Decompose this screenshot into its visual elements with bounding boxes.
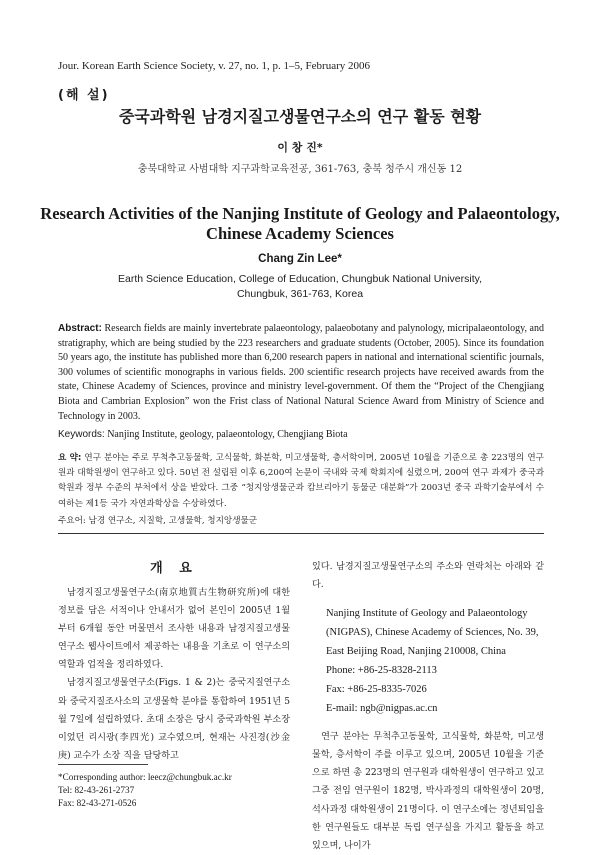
footnote-fax: Fax: 82-43-271-0526 bbox=[58, 797, 137, 808]
fax-line: Fax: +86-25-8335-7026 bbox=[326, 684, 427, 696]
korean-abstract-label: 요 약: bbox=[58, 453, 82, 463]
address-line: (NIGPAS), Chinese Academy of Sciences, No. 39, bbox=[326, 627, 539, 639]
footnote-tel: Tel: 82-43-261-2737 bbox=[58, 784, 135, 795]
korean-title: 중국과학원 남경지질고생물연구소의 연구 활동 현황 bbox=[118, 107, 482, 126]
korean-keywords-label: 주요어: bbox=[58, 516, 86, 526]
paragraph: 남경지질고생물연구소(Figs. 1 & 2)는 중국지질연구소와 중국지질조사소의 고생물학 분야를 통합하여 1951년 5월 7일에 설립하였다. 초대 소장은 당시 중국과학원 부소장이었던 리시광(李四光) 교수였으며, 현재는 사진경(沙金庚) 교수가 소장 직을 담당하고 bbox=[58, 678, 290, 761]
footnote bbox=[58, 771, 290, 809]
korean-abstract-text: 연구 분야는 주로 무척추고동물학, 고식물학, 화분학, 미고생물학, 층서학이며, 2005년 10월을 기준으로 총 223명의 연구원과 대학원생이 연구하고 있다. 50년 전 설립된 이후 6,200여 논문이 국내와 국제 학회지에 실렸으며, 200여 연구 과제가 중국과학원과 정부 수준의 부처에서 상을 받았다. 그중 “청지앙생물군과 캄브리아기 동물군 대분화”가 2003년 중국 과학기술부에서 수여하는 제1등 국가 자연과학상을 수상하였다. bbox=[58, 453, 544, 509]
keywords bbox=[58, 429, 544, 440]
address-line: Nanjing Institute of Geology and Palaeontology bbox=[326, 608, 528, 620]
keywords-text: Nanjing Institute, geology, palaeontology, Chengjiang Biota bbox=[104, 429, 348, 440]
email-line: E-mail: ngb@nigpas.ac.cn bbox=[326, 703, 438, 715]
corresponding-author: *Corresponding author: leecz@chungbuk.ac.kr bbox=[58, 772, 232, 782]
korean-keywords bbox=[58, 514, 544, 526]
phone-line: Phone: +86-25-8328-2113 bbox=[326, 665, 437, 677]
left-column bbox=[58, 584, 290, 765]
affiliation-line: Chungbuk, 361-763, Korea bbox=[236, 288, 364, 300]
affiliation-line: Earth Science Education, College of Education, Chungbuk National University, bbox=[117, 273, 482, 285]
address-line: East Beijing Road, Nanjing 210008, China bbox=[326, 646, 506, 658]
korean-abstract bbox=[58, 451, 544, 512]
abstract-label: Abstract: bbox=[58, 323, 102, 334]
section-tag: (해 설) bbox=[58, 88, 110, 103]
footnote-divider bbox=[58, 764, 148, 765]
section-heading: 개 요 bbox=[150, 561, 198, 576]
english-affiliation bbox=[60, 272, 540, 302]
paragraph: 남경지질고생물연구소(南京地質古生物研究所)에 대한 정보를 담은 서적이나 안내서가 없어 본인이 2005년 1월부터 6개월 동안 머물면서 조사한 내용과 남경지질고생물연구소 웹사이트에서 제공하는 내용을 기초로 이 연구소의 역할과 업적을 정리하였다. bbox=[58, 588, 290, 671]
keywords-label: Keywords: bbox=[58, 429, 105, 440]
journal-citation: Jour. Korean Earth Science Society, v. 27, no. 1, p. 1–5, February 2006 bbox=[58, 60, 371, 72]
abstract bbox=[58, 322, 544, 424]
korean-keywords-text: 남경 연구소, 지질학, 고생물학, 청지앙생물군 bbox=[85, 516, 258, 526]
korean-author: 이 창 진* bbox=[277, 141, 323, 154]
korean-affiliation: 충북대학교 사범대학 지구과학교육전공, 361-763, 충북 청주시 개신동 12 bbox=[137, 164, 463, 175]
right-column bbox=[312, 558, 544, 855]
paragraph: 있다. 남경지질고생물연구소의 주소와 연락처는 아래와 같다. bbox=[312, 562, 544, 591]
abstract-text: Research fields are mainly invertebrate palaeontology, palaeobotany and palynology, micripalaeontology, and stratigraphy, which are being studied by the 223 researchers and graduate students (October, 2005). Since its foundation 50 years ago, the institute has published more than 6,200 research papers in national and international scientific journals, 300 volumes of scientific monographs in various fields. 200 scientific research projects have received awards from the state, Chinese Academy of Sciences, province and ministry level-government. Of them the “Project of the Chengjiang Biota and Cambrian Explosion” won the Frist class of National Natural Science Award from Ministry of Science and Technology in 2003. bbox=[58, 323, 544, 422]
paragraph: 연구 분야는 무척추고동물학, 고식물학, 화분학, 미고생물학, 층서학이 주를 이루고 있으며, 2005년 10월을 기준으로 하면 총 223명의 연구원과 대학원생이 연구하고 있고 그중 전임 연구원이 182명, 박사과정의 대학원생이 20명, 석사과정 대학원생이 21명이다. 이 연구소에는 정년퇴임을 한 연구원들도 대부분 독립 연구실을 가지고 활동을 하고 있으며, 나이가 bbox=[312, 732, 544, 851]
english-title: Research Activities of the Nanjing Institute of Geology and Palaeontology, Chinese Academy Sciences bbox=[40, 204, 560, 243]
section-divider bbox=[58, 533, 544, 534]
english-author: Chang Zin Lee* bbox=[258, 253, 342, 265]
contact-address bbox=[312, 604, 544, 718]
